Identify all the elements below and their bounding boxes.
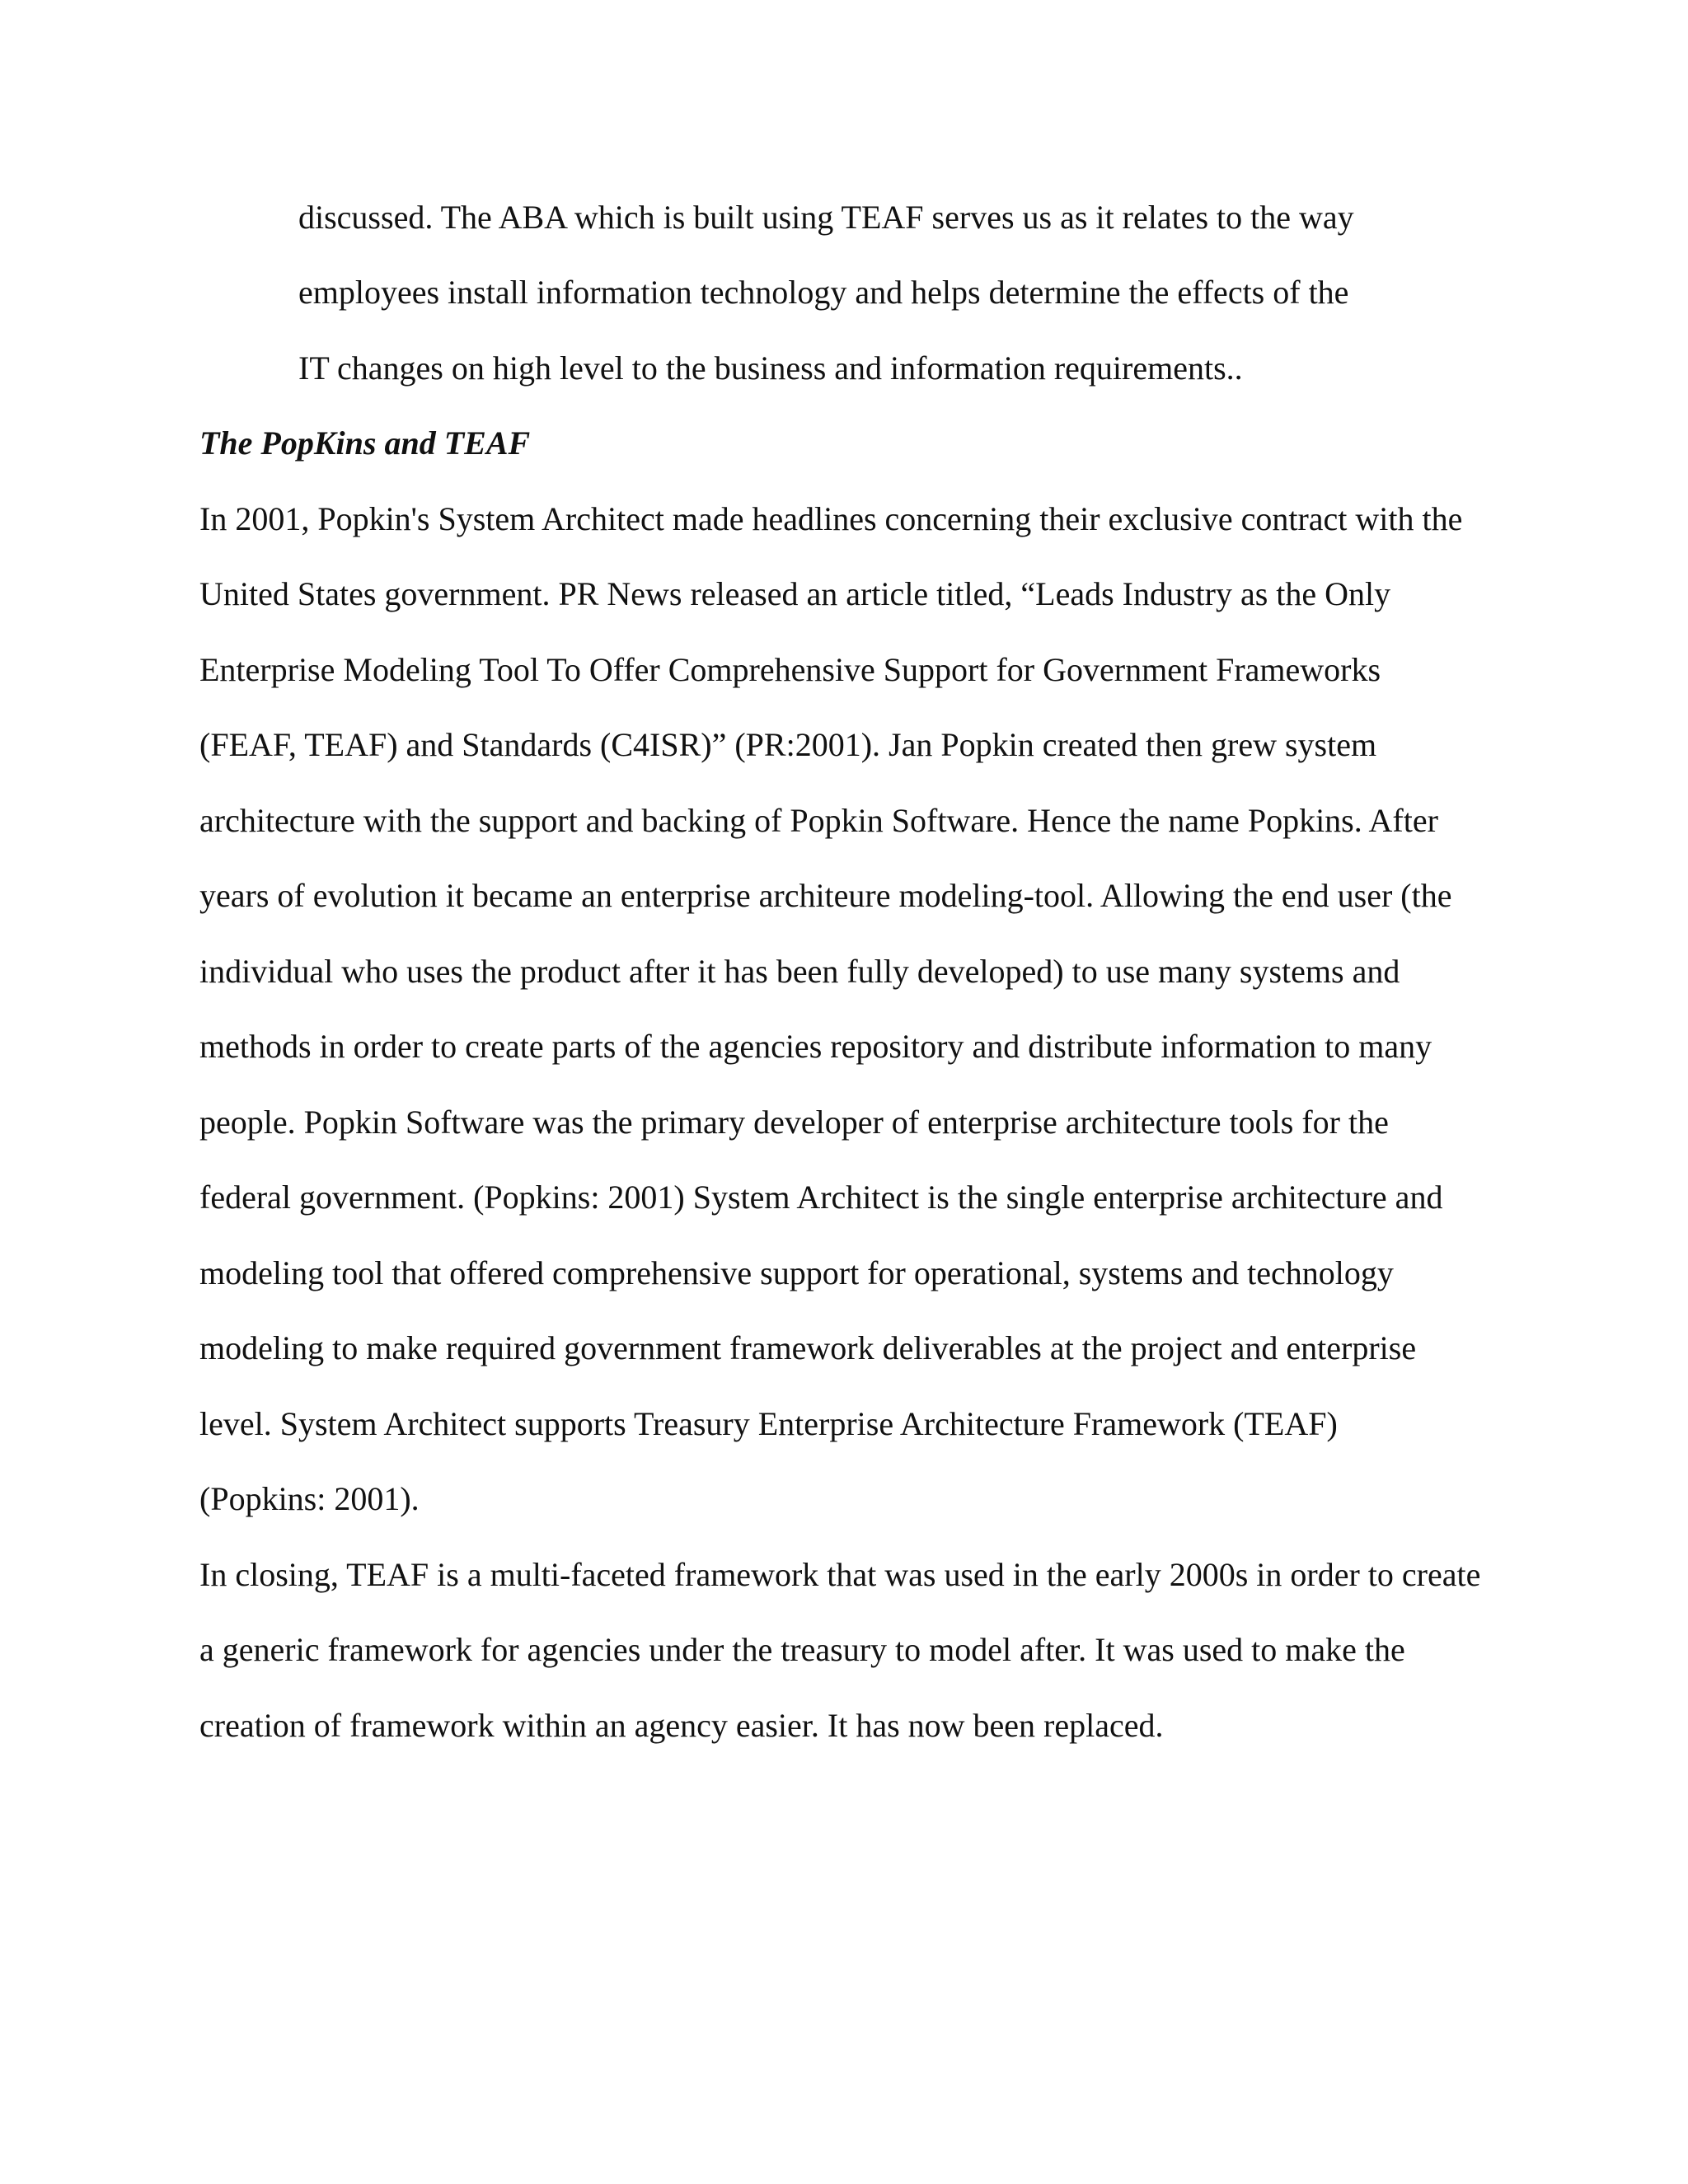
paragraph-line: modeling to make required government framework deliverables at the project and enterprise — [199, 1329, 1417, 1366]
section-heading: The PopKins and TEAF — [199, 424, 531, 462]
paragraph-line: architecture with the support and backing of Popkin Software. Hence the name Popkins. After — [199, 802, 1438, 839]
paragraph-line: level. System Architect supports Treasury Enterprise Architecture Framework (TEAF) — [199, 1405, 1338, 1442]
paragraph-line: (Popkins: 2001). — [199, 1480, 420, 1517]
paragraph-line: United States government. PR News released an article titled, “Leads Industry as the Only — [199, 575, 1391, 612]
paragraph-line: creation of framework within an agency easier. It has now been replaced. — [199, 1707, 1164, 1744]
block-quote-line: employees install information technology and helps determine the effects of the — [298, 274, 1349, 311]
paragraph-line: (FEAF, TEAF) and Standards (C4ISR)” (PR:2001). Jan Popkin created then grew system — [199, 726, 1377, 763]
paragraph-line: people. Popkin Software was the primary developer of enterprise architecture tools for the — [199, 1104, 1389, 1141]
paragraph-line: Enterprise Modeling Tool To Offer Comprehensive Support for Government Frameworks — [199, 651, 1381, 688]
paragraph-line: methods in order to create parts of the agencies repository and distribute information to many — [199, 1028, 1432, 1065]
paragraph-line: a generic framework for agencies under the treasury to model after. It was used to make the — [199, 1631, 1405, 1668]
paragraph-line: years of evolution it became an enterprise architeure modeling-tool. Allowing the end user (the — [199, 877, 1452, 914]
block-quote-line: IT changes on high level to the business and information requirements.. — [298, 349, 1243, 387]
paragraph-line: In closing, TEAF is a multi-faceted framework that was used in the early 2000s in order to create — [199, 1556, 1481, 1593]
paragraph-line: individual who uses the product after it has been fully developed) to use many systems and — [199, 953, 1400, 990]
paragraph-line: modeling tool that offered comprehensive support for operational, systems and technology — [199, 1254, 1394, 1291]
block-quote-line: discussed. The ABA which is built using TEAF serves us as it relates to the way — [298, 199, 1354, 236]
paragraph-line: federal government. (Popkins: 2001) System Architect is the single enterprise architecture and — [199, 1179, 1443, 1216]
paragraph-line: In 2001, Popkin's System Architect made headlines concerning their exclusive contract with the — [199, 500, 1463, 537]
